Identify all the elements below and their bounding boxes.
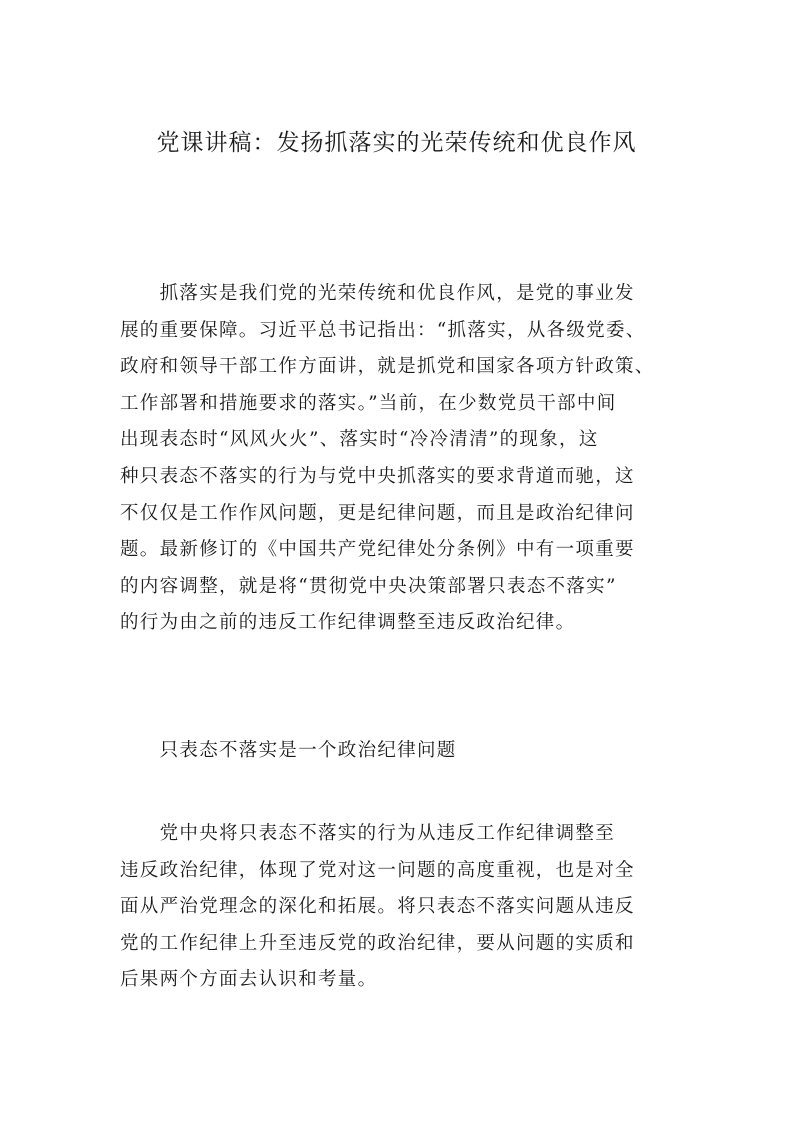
text-line: 的内容调整，就是将“贯彻党中央决策部署只表态不落实” (120, 575, 617, 597)
text-line: 不仅仅是工作作风问题，更是纪律问题，而且是政治纪律问 (120, 502, 635, 524)
text-line: 违反政治纪律，体现了党对这一问题的高度重视，也是对全 (120, 859, 635, 881)
text-line: 面从严治党理念的深化和拓展。将只表态不落实问题从违反 (120, 896, 635, 918)
paragraph-intro (120, 276, 680, 642)
text-line: 党的工作纪律上升至违反党的政治纪律，要从问题的实质和 (120, 932, 635, 954)
heading-line: 只表态不落实是一个政治纪律问题 (120, 740, 457, 761)
document-title: 党课讲稿：发扬抓落实的光荣传统和优良作风 (156, 130, 637, 156)
text-line: 政府和领导干部工作方面讲，就是抓党和国家各项方针政策、 (120, 356, 655, 378)
text-line: 出现表态时“风风火火”、落实时“冷冷清清”的现象，这 (120, 429, 599, 451)
text-line: 党中央将只表态不落实的行为从违反工作纪律调整至 (120, 823, 616, 844)
text-line: 种只表态不落实的行为与党中央抓落实的要求背道而驰，这 (120, 465, 635, 487)
text-line: 抓落实是我们党的光荣传统和优良作风，是党的事业发 (120, 283, 635, 304)
text-line: 题。最新修订的《中国共产党纪律处分条例》中有一项重要 (120, 539, 635, 561)
text-line: 展的重要保障。习近平总书记指出：“抓落实，从各级党委、 (120, 319, 646, 341)
text-line: 的行为由之前的违反工作纪律调整至违反政治纪律。 (120, 612, 576, 634)
section-heading (120, 733, 680, 770)
paragraph-section-1 (120, 816, 680, 999)
text-line: 后果两个方面去认识和考量。 (120, 969, 378, 991)
text-line: 工作部署和措施要求的落实。”当前，在少数党员干部中间 (120, 392, 617, 414)
